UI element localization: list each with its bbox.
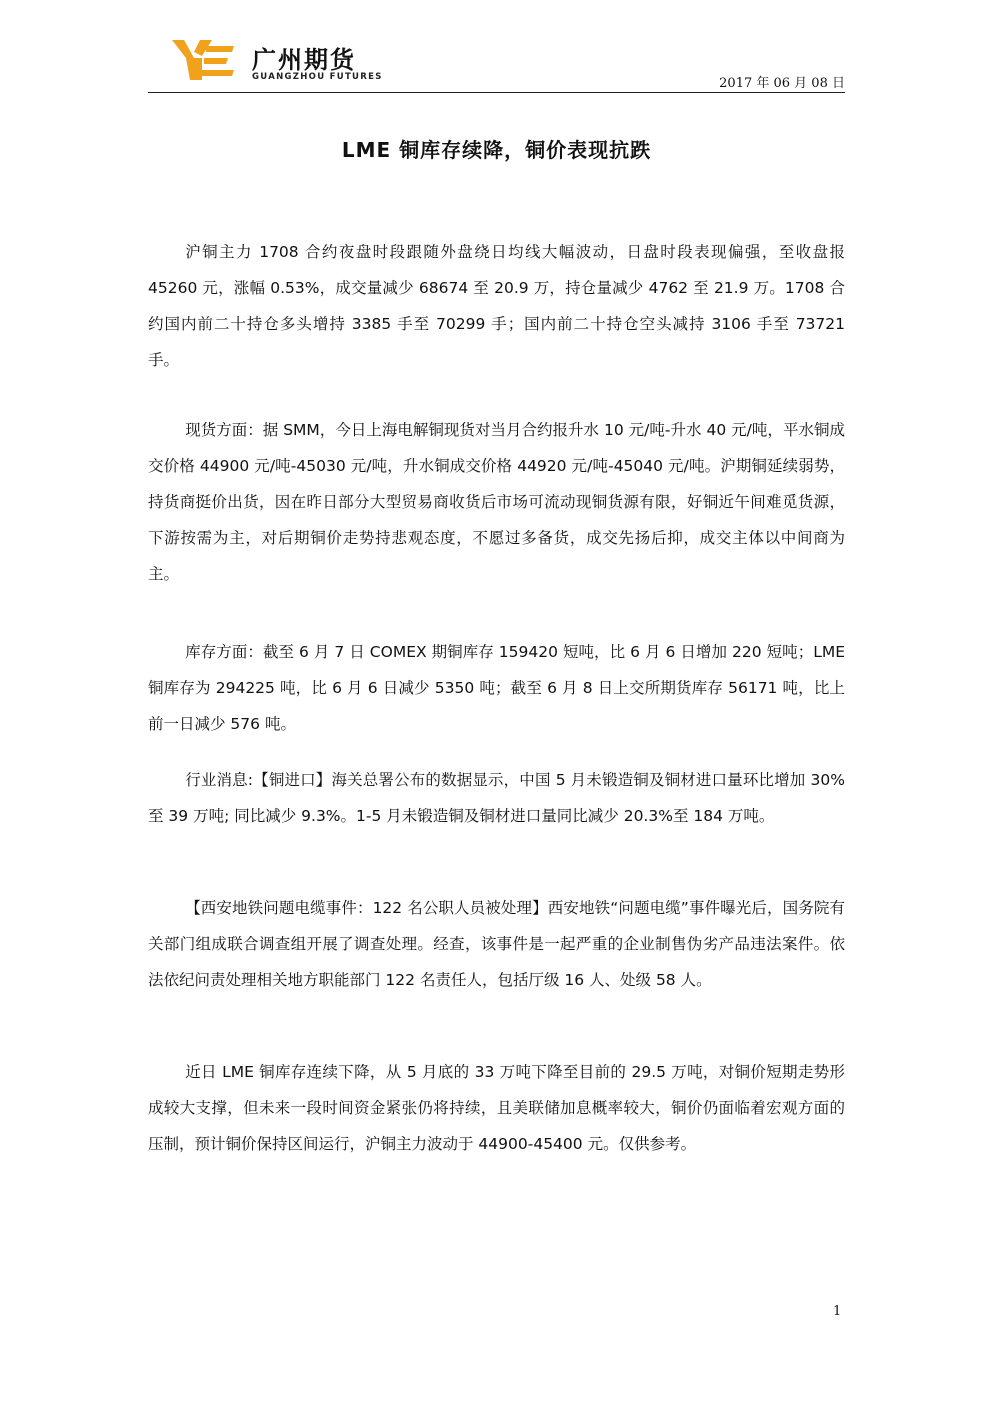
paragraph-spot: 现货方面：据 SMM，今日上海电解铜现货对当月合约报升水 10 元/吨-升水 40 元/吨，平水铜成交价格 44900 元/吨-45030 元/吨，升水铜成交价格 44920 元/吨-45040 元/吨。沪期铜延续弱势，持货商挺价出货，因在昨日部分大型贸易商收货后市场可流动现铜货源有限，好铜近午间难觅货源，下游按需为主，对后期铜价走势持悲观态度，不愿过多备货，成交先扬后抑，成交主体以中间商为主。	[148, 421, 845, 583]
report-title: LME 铜库存续降，铜价表现抗跌	[341, 138, 652, 162]
report-date: 2017 年 06 月 08 日	[719, 76, 845, 91]
logo-english-name: GUANGZHOU FUTURES	[252, 72, 383, 82]
paragraph-xian-metro-news: 【西安地铁问题电缆事件：122 名公职人员被处理】西安地铁“问题电缆”事件曝光后，国务院有关部门组成联合调查组开展了调查处理。经查，该事件是一起严重的企业制售伪劣产品违法案件。依法依纪问责处理相关地方职能部门 122 名责任人，包括厅级 16 人、处级 58 人。	[148, 899, 845, 989]
paragraph-market-summary: 沪铜主力 1708 合约夜盘时段跟随外盘绕日均线大幅波动，日盘时段表现偏强，至收盘报 45260 元，涨幅 0.53%，成交量减少 68674 至 20.9 万，持仓量减少 4762 至 21.9 万。1708 合约国内前二十持仓多头增持 3385 手至 70299 手；国内前二十持仓空头减持 3106 手至 73721 手。	[148, 243, 845, 369]
logo-chinese-name: 广州期货	[252, 46, 356, 74]
paragraph-inventory: 库存方面：截至 6 月 7 日 COMEX 期铜库存 159420 短吨，比 6 月 6 日增加 220 短吨；LME 铜库存为 294225 吨，比 6 月 6 日减少 5350 吨；截至 6 月 8 日上交所期货库存 56171 吨，比上前一日减少 576 吨。	[148, 643, 845, 733]
header-divider	[148, 92, 845, 93]
paragraph-outlook: 近日 LME 铜库存连续下降，从 5 月底的 33 万吨下降至目前的 29.5 万吨，对铜价短期走势形成较大支撑，但未来一段时间资金紧张仍将持续，且美联储加息概率较大，铜价仍面临着宏观方面的压制，预计铜价保持区间运行，沪铜主力波动于 44900-45400 元。仅供参考。	[148, 1063, 845, 1153]
yf-logo-icon	[172, 38, 236, 82]
page-number: 1	[833, 1304, 842, 1319]
company-logo	[172, 38, 412, 82]
page-header	[148, 30, 845, 94]
paragraph-industry-news: 行业消息:【铜进口】海关总署公布的数据显示，中国 5 月未锻造铜及铜材进口量环比增加 30%至 39 万吨; 同比减少 9.3%。1-5 月未锻造铜及铜材进口量同比减少 20.3%至 184 万吨。	[148, 771, 845, 825]
